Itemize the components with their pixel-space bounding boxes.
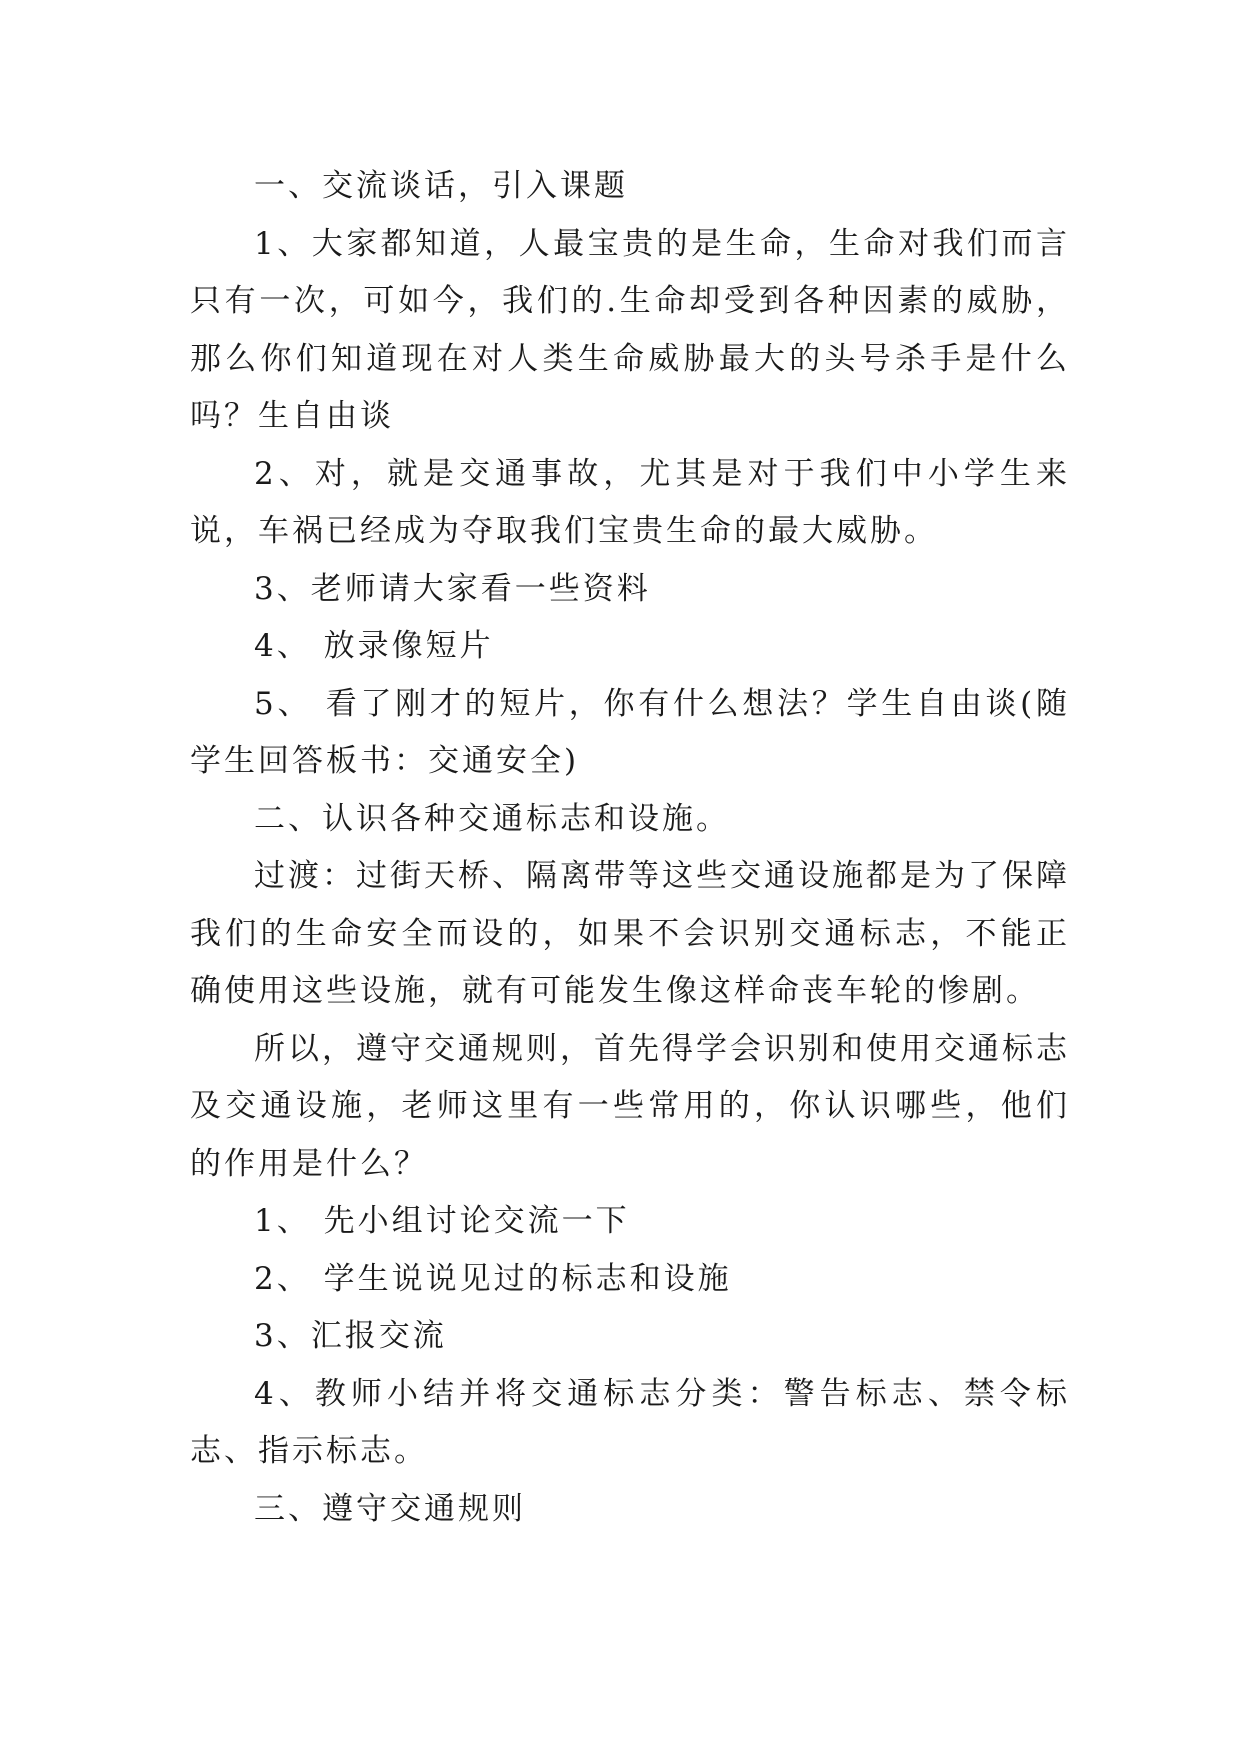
paragraph: 3、老师请大家看一些资料	[254, 570, 651, 607]
paragraph: 1、 先小组讨论交流一下	[254, 1203, 630, 1239]
paragraph: 2、对，就是交通事故，尤其是对于我们中小学生来说，车祸已经成为夺取我们宝贵生命的最大威胁。	[190, 455, 1070, 549]
paragraph: 3、汇报交流	[254, 1318, 447, 1354]
paragraph: 过渡：过街天桥、隔离带等这些交通设施都是为了保障我们的生命安全而设的，如果不会识别交通标志，不能正确使用这些设施，就有可能发生像这样命丧车轮的惨剧。	[190, 858, 1070, 1009]
section-heading-3: 三、遵守交通规则	[254, 1490, 526, 1527]
paragraph: 2、 学生说说见过的标志和设施	[254, 1260, 732, 1297]
paragraph: 5、 看了刚才的短片，你有什么想法？学生自由谈(随学生回答板书：交通安全)	[190, 685, 1070, 779]
paragraph: 所以，遵守交通规则，首先得学会识别和使用交通标志及交通设施，老师这里有一些常用的，你认识哪些，他们的作用是什么？	[190, 1030, 1070, 1182]
paragraph: 1、大家都知道，人最宝贵的是生命，生命对我们而言只有一次，可如今，我们的.生命却受到各种因素的威胁，那么你们知道现在对人类生命威胁最大的头号杀手是什么吗？生自由谈	[190, 225, 1070, 434]
section-heading-2: 二、认识各种交通标志和设施。	[254, 800, 730, 837]
document-body	[190, 158, 1070, 1538]
paragraph: 4、 放录像短片	[254, 628, 494, 664]
section-heading-1: 一、交流谈话，引入课题	[254, 168, 628, 204]
paragraph: 4、教师小结并将交通标志分类：警告标志、禁令标志、指示标志。	[190, 1375, 1070, 1469]
